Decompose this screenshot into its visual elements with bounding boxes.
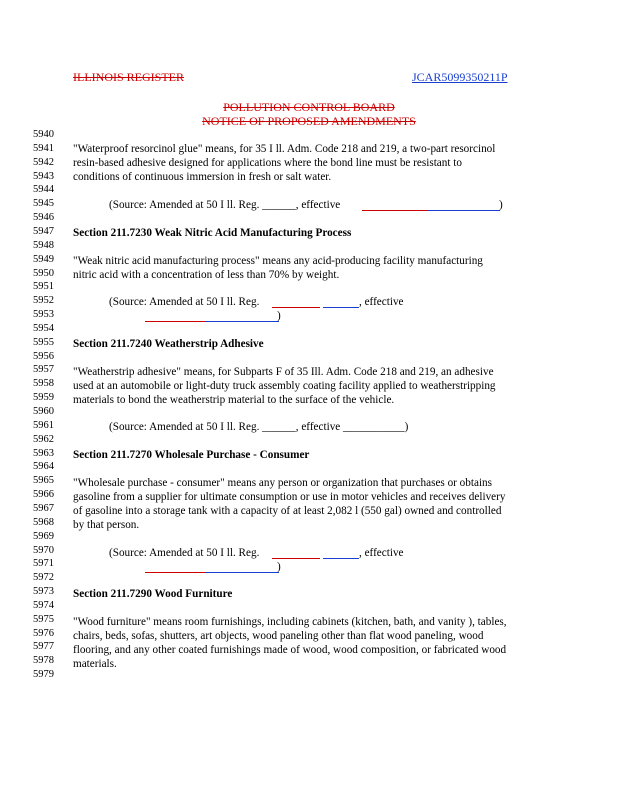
line-number: 5954 xyxy=(33,322,54,334)
line-number: 5960 xyxy=(33,406,54,417)
source-note-end: ) xyxy=(277,561,281,573)
section-heading: Section 211.7290 Wood Furniture xyxy=(73,588,233,600)
line-number: 5952 xyxy=(33,295,54,307)
notice-title: NOTICE OF PROPOSED AMENDMENTS xyxy=(202,114,416,128)
inserted-blank xyxy=(205,572,279,573)
definition-text: flooring, and any other coated furnishings made of wood, wood composition, or fabricated wood xyxy=(73,644,507,656)
line-number: 5963 xyxy=(33,447,54,459)
document-code: JCAR5099350211P xyxy=(412,70,508,84)
definition-text: resin-based adhesive designed for applications where the bond line must be resistant to xyxy=(73,157,462,169)
line-number: 5966 xyxy=(33,489,54,501)
line-number: 5971 xyxy=(33,558,54,570)
line-number: 5962 xyxy=(33,433,54,445)
definition-text: "Waterproof resorcinol glue" means, for 35 I ll. Adm. Code 218 and 219, a two-part resorcinol xyxy=(73,143,496,155)
inserted-blank xyxy=(323,558,359,559)
source-note: (Source: Amended at 50 I ll. Reg. ______, effective xyxy=(109,199,341,211)
line-number: 5964 xyxy=(33,461,54,473)
definition-text: "Wood furniture" means room furnishings, including cabinets (kitchen, bath, and vanity ), tables, xyxy=(73,616,507,628)
line-number: 5959 xyxy=(33,392,54,404)
line-number: 5967 xyxy=(33,502,54,514)
source-note-end: ) xyxy=(277,310,281,322)
line-number: 5965 xyxy=(33,475,54,487)
line-number: 5970 xyxy=(33,544,54,556)
definition-text: materials. xyxy=(73,658,117,670)
line-number: 5947 xyxy=(33,225,54,237)
line-number: 5977 xyxy=(33,641,54,653)
line-number: 5976 xyxy=(33,627,54,639)
source-note: (Source: Amended at 50 I ll. Reg. xyxy=(109,296,260,308)
definition-text: conditions of continuous immersion in fresh or salt water. xyxy=(73,171,332,183)
inserted-blank xyxy=(323,307,359,308)
line-number: 5961 xyxy=(33,419,54,431)
line-number: 5958 xyxy=(33,378,54,390)
deleted-blank xyxy=(362,210,428,211)
deleted-blank xyxy=(272,558,320,559)
definition-text: by that person. xyxy=(73,519,140,531)
definition-text: "Weak nitric acid manufacturing process" means any acid-producing facility manufacturing xyxy=(73,255,483,267)
line-number: 5968 xyxy=(33,516,54,528)
line-number: 5956 xyxy=(33,350,54,362)
line-number: 5946 xyxy=(33,212,54,224)
source-note: (Source: Amended at 50 I ll. Reg. xyxy=(109,547,260,559)
line-number: 5949 xyxy=(33,253,54,265)
line-number: 5969 xyxy=(33,530,54,542)
line-number: 5973 xyxy=(33,586,54,598)
source-note: (Source: Amended at 50 I ll. Reg. ______, effective ___________) xyxy=(109,421,409,433)
source-note-effective: , effective xyxy=(359,296,404,308)
line-number: 5979 xyxy=(33,669,54,681)
board-title: POLLUTION CONTROL BOARD xyxy=(223,100,395,114)
source-note-end: ) xyxy=(499,199,503,211)
definition-text: materials to bond the weatherstrip material to the surface of the vehicle. xyxy=(73,394,395,406)
line-number: 5943 xyxy=(33,170,54,182)
line-number: 5955 xyxy=(33,336,54,348)
line-number: 5951 xyxy=(33,281,54,293)
definition-text: of gasoline into a storage tank with a capacity of at least 2,082 l (550 gal) owned and controlled xyxy=(73,505,502,517)
line-number: 5974 xyxy=(33,599,54,611)
line-number: 5942 xyxy=(33,156,54,168)
line-number: 5957 xyxy=(33,364,54,376)
deleted-blank xyxy=(272,307,320,308)
definition-text: nitric acid with a concentration of less than 70% by weight. xyxy=(73,269,340,281)
section-heading: Section 211.7240 Weatherstrip Adhesive xyxy=(73,338,264,350)
definition-text: "Weatherstrip adhesive" means, for Subparts F of 35 Ill. Adm. Code 218 and 219, an adhesive xyxy=(73,366,494,378)
deleted-blank xyxy=(145,321,205,322)
line-number: 5945 xyxy=(33,198,54,210)
definition-text: chairs, beds, sofas, shutters, art objects, wood paneling other than flat wood paneling, wood xyxy=(73,630,484,642)
section-heading: Section 211.7270 Wholesale Purchase - Consumer xyxy=(73,449,310,461)
line-number: 5978 xyxy=(33,655,54,667)
inserted-blank xyxy=(428,210,500,211)
definition-text: gasoline from a supplier for ultimate consumption or use in motor vehicles and receives delivery xyxy=(73,491,506,503)
line-number: 5940 xyxy=(33,129,54,140)
definition-text: "Wholesale purchase - consumer" means any person or organization that purchases or obtains xyxy=(73,477,493,489)
register-title: ILLINOIS REGISTER xyxy=(73,70,184,84)
definition-text: used at an automobile or light-duty truck assembly coating facility applied to weatherstripping xyxy=(73,380,496,392)
line-number: 5950 xyxy=(33,267,54,279)
line-number: 5948 xyxy=(33,239,54,251)
deleted-blank xyxy=(145,572,205,573)
section-heading: Section 211.7230 Weak Nitric Acid Manufacturing Process xyxy=(73,227,352,239)
line-number: 5941 xyxy=(33,142,54,154)
line-number: 5972 xyxy=(33,572,54,584)
line-number: 5953 xyxy=(33,309,54,321)
line-number: 5944 xyxy=(33,184,54,196)
source-note-effective: , effective xyxy=(359,547,404,559)
inserted-blank xyxy=(205,321,279,322)
line-number: 5975 xyxy=(33,613,54,625)
